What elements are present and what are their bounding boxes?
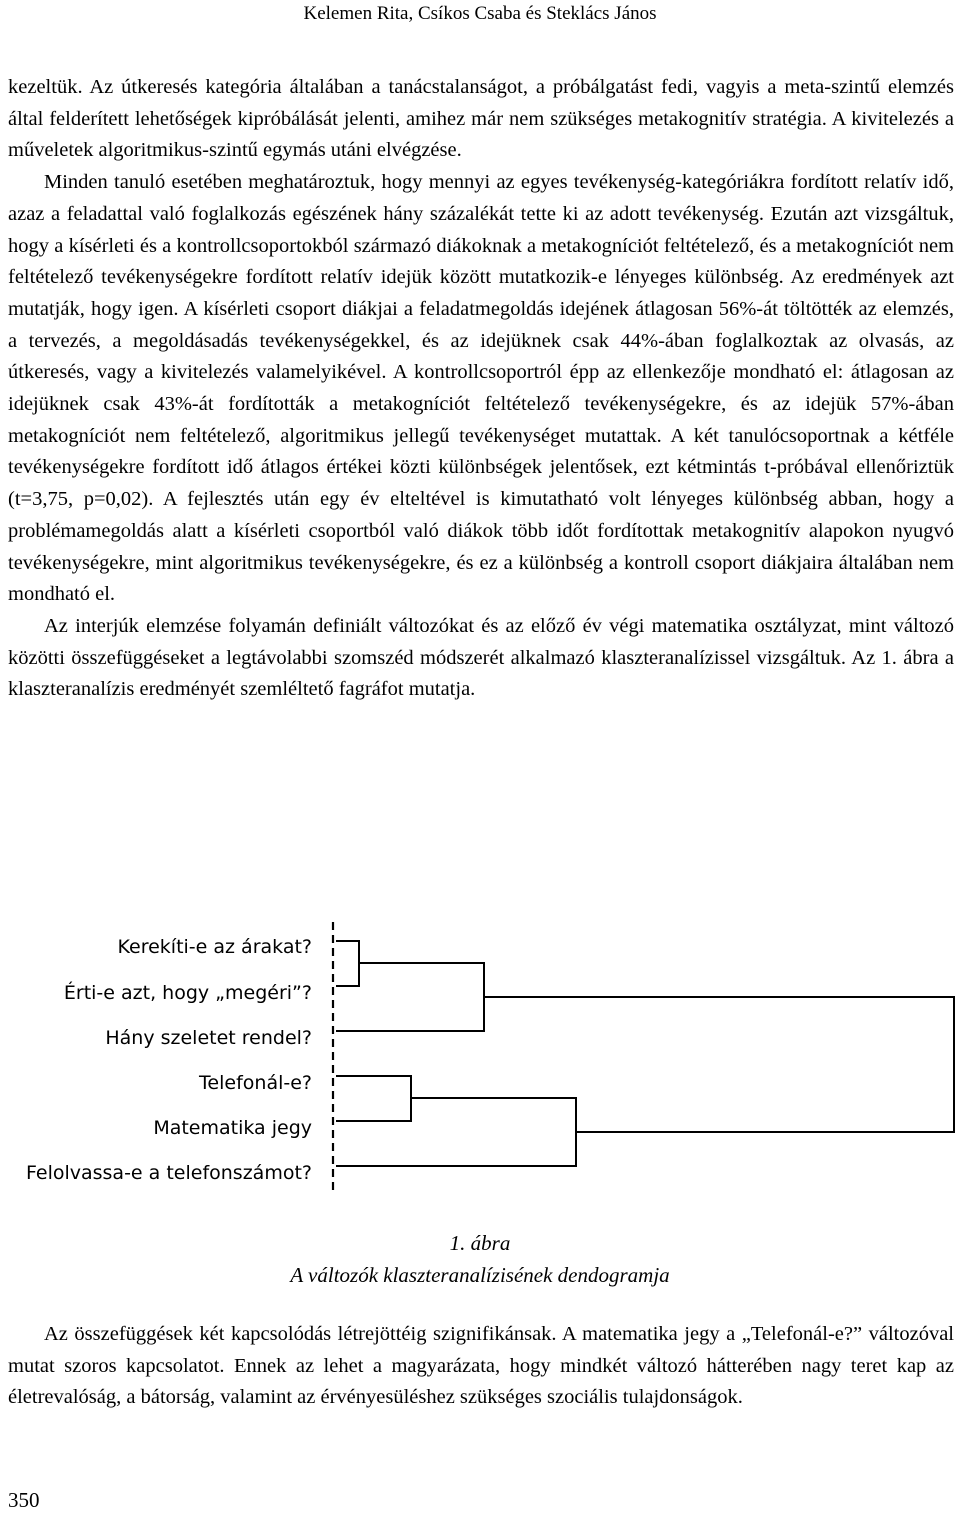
dendrogram-label-6: Felolvassa-e a telefonszámot? bbox=[25, 1162, 312, 1184]
body-text-top bbox=[8, 72, 954, 706]
paragraph-4: Az összefüggések két kapcsolódás létrejöttéig szignifikánsak. A matematika jegy a „Telefonál-e?” változóval mutat szoros kapcsolatot. Ennek az lehet a magyarázata, hogy mindkét változó hátterében nagy teret kap az életrevalóság, a bátorság, valamint az érvényesüléshez szükséges szociális tulajdonságok. bbox=[8, 1323, 954, 1409]
dendrogram-label-2: Érti-e azt, hogy „megéri”? bbox=[63, 982, 312, 1004]
figure-caption: A változók klaszteranalízisének dendogramja bbox=[290, 1263, 670, 1287]
dendrogram-link-4-5 bbox=[336, 1076, 411, 1121]
paragraph-2: Minden tanuló esetében meghatároztuk, hogy mennyi az egyes tevékenység-kategóriákra fordított relatív idő, azaz a feladattal való foglalkozás egészének hány százalékát tette ki az adott tevékenység. Ezután azt vizsgáltuk, hogy a kísérleti és a kontrollcsoportokból származó diákoknak a metakogníciót feltételező, és a metakogníciót nem feltételező tevékenységekre fordított relatív idejük között mutatkozik-e lényeges különbség. Az eredmények azt mutatják, hogy igen. A kísérleti csoport diákjai a feladatmegoldás idejének átlagosan 56%-át töltötték az elemzés, a tervezés, a megoldásadás tevékenységekkel, és az idejüknek csak 44%-ában foglalkoztak az olvasás, az útkeresés, vagy a kivitelezés valamelyikével. A kontrollcsoportról épp az ellenkezője mondható el: átlagosan az idejüknek csak 43%-át fordították a metakogníciót feltételező tevékenységekre, és az idejük 57%-ában metakogníciót nem feltételező, algoritmikus jellegű tevékenységet mutattak. A két tanulócsoportnak a kétféle tevékenységekre fordított idő átlagos értékei közti különbségek jelentősek, ezt kétmintás t-próbával ellenőriztük (t=3,75, p=0,02). A fejlesztés után egy év elteltével is kimutatható volt lényeges különbség abban, hogy a problémamegoldás alatt a kísérleti csoportból való diákok több időt fordítottak metakognitív alapokon nyugvó tevékenységekre, mint algoritmikus tevékenységekre, és ez a különbség a kontroll csoport diákjaira általában nem mondható el. bbox=[8, 171, 954, 606]
dendrogram-label-3: Hány szeletet rendel? bbox=[105, 1027, 312, 1049]
dendrogram-figure bbox=[0, 918, 960, 1218]
dendrogram-label-5: Matematika jegy bbox=[153, 1117, 312, 1139]
paragraph-1: kezeltük. Az útkeresés kategória általában a tanácstalanságot, a próbálgatást fedi, vagyis a meta-szintű elemzés által felderített lehetőségek kipróbálását jelenti, amihez már nem szükséges metakognitív stratégia. A kivitelezés a műveletek algoritmikus-szintű egymás utáni elvégzése. bbox=[8, 76, 954, 162]
dendrogram-label-1: Kerekíti-e az árakat? bbox=[117, 936, 312, 958]
dendrogram-svg bbox=[0, 918, 960, 1218]
dendrogram-label-4: Telefonál-e? bbox=[199, 1072, 312, 1094]
figure-number: 1. ábra bbox=[449, 1231, 511, 1255]
dendrogram-link-45-6 bbox=[336, 1098, 576, 1166]
dendrogram-link-1-2 bbox=[336, 941, 359, 986]
dendrogram-link-root bbox=[484, 997, 954, 1132]
paragraph-3: Az interjúk elemzése folyamán definiált változókat és az előző év végi matematika osztályzat, mint változó közötti összefüggéseket a legtávolabbi szomszéd módszerét alkalmazó klaszteranalízissel vizsgáltuk. Az 1. ábra a klaszteranalízis eredményét szemléltető fagráfot mutatja. bbox=[8, 614, 954, 701]
body-text-bottom bbox=[8, 1319, 954, 1414]
running-header: Kelemen Rita, Csíkos Csaba és Steklács János bbox=[303, 3, 657, 24]
page-number: 350 bbox=[8, 1488, 40, 1512]
